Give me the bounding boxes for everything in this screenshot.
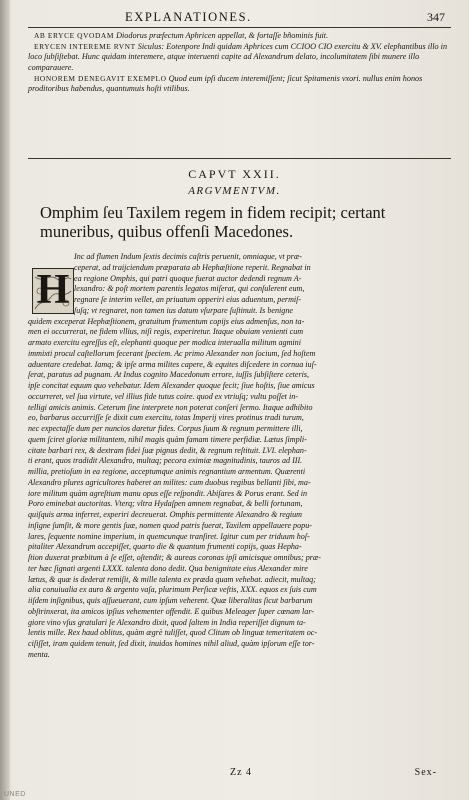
text-line: regnare ſe interim vellet, an priuatum opperiri eius aduentum, permiſ- bbox=[74, 295, 302, 304]
text-line: men ei occurrerat, ne fidem vllius, niſi regis, experiretur. Itaque obuiam venienti cum bbox=[28, 327, 304, 337]
text-line: ea regione Omphis, qui patri quoque fuerat auctor dedendi regnum A- bbox=[74, 273, 302, 283]
note-text: Siculus: Eotenpore Indi quidam Aphrices cum CCIOO CIO exercitu & XV. elephantibus illo in loco ſubſiſtebat. Hunc quidam interemere, atque interuenti capite ad Alexandrum delato, incolumitatem ſibi munere illo comparauere. bbox=[28, 42, 448, 72]
text-line: ſerat, paratus ad pugnam. At Indus cognito Macedonum errore, iuſſis ſubſiſtere ceteris, bbox=[28, 370, 310, 380]
chapter-heading: CAPVT XXII. bbox=[188, 167, 281, 181]
text-line: Poro eminebat auctoritas. Vterq; vltra Hydaſpen amnem regnabat, & belli fortunam, bbox=[28, 499, 303, 509]
text-line: lætus, & quæ is dederat remiſit, & mille talenta ex præda quam vehebat. adiecit, multaq; bbox=[28, 574, 316, 584]
note-lemma: ERYCEN INTEREME RVNT bbox=[34, 42, 136, 52]
initial-letter: H bbox=[36, 267, 70, 313]
text-line: telligi amicis animis. Ceterum ſine interprete non poterat conſeri ſermo. Itaque adhibito bbox=[28, 402, 313, 412]
chapter-summary: Omphim ſeu Taxilem regem in fidem recipit; certant muneribus, quibus offenſi Macedones. bbox=[40, 203, 386, 241]
text-line: ceperat, ad traijciendum præparata ab Hephæſtione reperit. Regnabat in bbox=[74, 262, 311, 272]
note-lemma: AB ERYCE QVODAM bbox=[34, 31, 115, 40]
library-stamp: UNED bbox=[4, 791, 26, 798]
text-line: citate barbari rex, & dextram fidei ſuæ pignus dedit, & regnum reſtituit. LVI. elephan- bbox=[28, 445, 307, 455]
main-text bbox=[28, 252, 455, 661]
page-footer bbox=[0, 767, 469, 781]
text-line: occurreret, vel ſua virtute, vel illius fide tutus coire. quod ex vtriuſq; vultu poſſet in- bbox=[28, 391, 298, 401]
text-line: menta. bbox=[28, 649, 50, 659]
running-title: EXPLANATIONES. bbox=[125, 10, 252, 24]
text-line: quiſquis arma inferret, experiri decreuerat. Omphis permittente Alexandro & regium bbox=[28, 510, 303, 519]
text-line: quidem exceperat Hephæſtionem, gratuitum frumentum copijs eius admenſus, non ta- bbox=[28, 316, 305, 326]
text-line: Alexandro plures agricultores haberet an milites: cum duobus regibus bellanti ſibi, ma- bbox=[28, 477, 311, 487]
text-line: iiſdem inſignibus, quis aſſueuerant, cum ipſum veherent. Quæ liberalitas ſicut barbarum bbox=[28, 596, 313, 605]
text-line: iore militum quàm agreſtium manu opus eſſe reſpondit. Abiſares & Porus erant. Sed in bbox=[28, 488, 307, 498]
text-line: ter hæc ſignati argenti LXXX. talenta dono dedit. Qua benignitate eius Alexander mire bbox=[28, 563, 308, 573]
text-line: inſigne ſumſit, & more gentis ſuæ, nomen quod patris fuerat, Taxilem appellauere popu- bbox=[28, 520, 312, 530]
note-item bbox=[28, 74, 451, 94]
note-item bbox=[28, 31, 451, 41]
text-line: ipſe concitat equum quo vehebatur. Idem Alexander quoque fecit; ſiue hoſtis, ſiue amicus bbox=[28, 381, 315, 390]
text-line: ti erant, quos tradidit Alexandro, multaq; pecora eximiæ magnitudinis, tauros ad III. bbox=[28, 456, 303, 466]
text-line: aduentare credebat. Iamq; & ipſe arma milites capere, & equites diſcedere in cornua iuſ- bbox=[28, 359, 317, 369]
explanatory-notes bbox=[28, 31, 451, 95]
signature-mark: Zz 4 bbox=[230, 767, 253, 778]
notes-rule bbox=[28, 158, 451, 159]
note-text: Diodorus præfectum Aphricen appellat, & fortaſſe bñominis fuit. bbox=[116, 31, 329, 40]
text-line: Inc ad flumen Indum ſextis decimis caſtris peruenit, omniaque, vt præ- bbox=[74, 252, 302, 261]
text-line: giore vino vſus gratulari ſe Alexandro dixit, quod ſaltem in India reperiſſet dignum ta- bbox=[28, 617, 306, 627]
text-line: nec expectaſſe dum per nuncios daretur fides. Corpus ſuum & regnum permittere illi, bbox=[28, 424, 303, 433]
text-line: obſtrinxerat, ita amicos ipſius vehementer offendit. E quibus Meleager ſuper cœnam lar- bbox=[28, 606, 314, 616]
text-line: lares, ſequente nomine imperium, in quemcunque tranſiret. Igitur cum per triduum hoſ- bbox=[28, 531, 310, 541]
text-line: ſuſq; vt regnaret, non tamen ius datum vſurpare ſuſtinuit. Is benigne bbox=[74, 305, 293, 315]
text-line: pitaliter Alexandrum accepiſſet, quarto die & quantum frumenti copijs, quas Hepha- bbox=[28, 542, 302, 552]
text-line: quem ſciret gloriæ militantem, nihil magis quàm famam timere perfidiæ. Lætus ſimpli- bbox=[28, 434, 307, 444]
note-lemma: HONOREM DENEGAVIT EXEMPLO bbox=[34, 73, 167, 83]
text-line: eo, barbarus occurriſſe ſe dixit cum exercitu, totas Imperij vires protinus tradi turum, bbox=[28, 413, 304, 423]
text-line: lentis mille. Rex haud oblitus, quàm ægrè tuliſſet, quod Clitum ob linguæ temeritatem oc- bbox=[28, 628, 318, 638]
text-line: lexandro: & poſt mortem parentis legatos miſerat, qui conſulerent eum, bbox=[74, 284, 305, 294]
text-line: armato exercitu egreſſus eſt, elephanti quoque per modica interualla militum agmini bbox=[28, 338, 301, 347]
note-text: Quod eum ipſi ducem interemiſſent; ſicut Spitamenis vxori. nullus enim honos proditoribus habendus, quantumuis hoſti vtilibus. bbox=[28, 73, 423, 94]
text-line: millia, pretioſum in ea regione, acceptumque animis regnantium armentum. Quærenti bbox=[28, 467, 306, 476]
argument-heading: ARGVMENTVM. bbox=[188, 185, 281, 197]
catchword: Sex- bbox=[414, 767, 437, 778]
page-number: 347 bbox=[427, 10, 445, 24]
text-line: ciſiſſet, iram quidem tenuit, ſed dixit, inuidos homines nihil aliud, quàm ipſorum eſſe tor- bbox=[28, 639, 315, 648]
text-line: alia conuiualia ex auro & argento vaſa, plurimum Perſicæ veſtis, XXX. equos ex ſuis cum bbox=[28, 585, 317, 595]
running-head bbox=[30, 10, 449, 26]
text-line: ſtion duxerat præbitum à ſe eſſet, oſtendit; & aureas coronas ipſi amicisque omnibus; præ- bbox=[28, 553, 321, 562]
note-item bbox=[28, 42, 451, 73]
text-line: immixti procul caſtellorum fecerant ſpeciem. Ac primo Alexander non ſocium, ſed hoſtem bbox=[28, 348, 316, 358]
header-rule bbox=[28, 27, 451, 28]
page-gutter-shadow bbox=[0, 0, 10, 800]
